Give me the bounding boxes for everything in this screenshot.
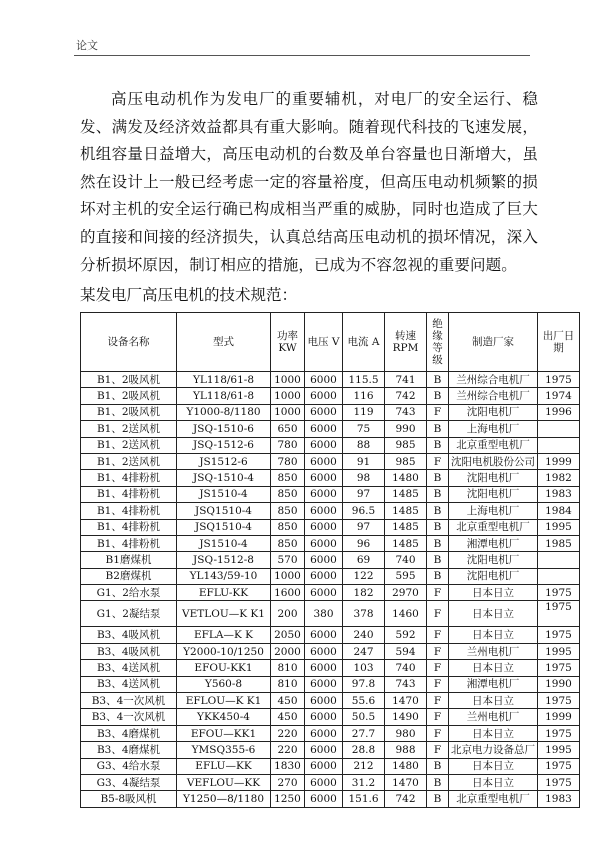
header-cell: 电流 A [343,313,385,372]
table-cell: YL118/61-8 [177,388,271,404]
table-cell: 595 [385,568,427,584]
table-cell: B5-8吸风机 [81,791,177,807]
table-cell: 98 [343,470,385,486]
table-cell: 日本日立 [449,758,538,774]
table-cell: 850 [271,503,305,519]
table-cell: B3、4磨煤机 [81,742,177,758]
table-cell: 97 [343,486,385,502]
table-cell: YL118/61-8 [177,372,271,388]
table-cell: 6000 [305,568,343,584]
table-cell: 日本日立 [449,725,538,741]
table-cell: 740 [385,660,427,676]
table-cell: 741 [385,372,427,388]
table-cell: 220 [271,725,305,741]
table-cell: 6000 [305,535,343,551]
table-cell: B1、4排粉机 [81,470,177,486]
table-cell: Y1250—8/1180 [177,791,271,807]
table-cell: 1995 [538,643,580,659]
table-cell: B [427,791,449,807]
table-cell: 1000 [271,568,305,584]
table-cell: 69 [343,552,385,568]
table-cell [538,568,580,584]
intro-paragraph: 高压电动机作为发电厂的重要辅机，对电厂的安全运行、稳发、满发及经济效益都具有重大影响。随着现代科技的飞速发展，机组容量日益增大，高压电动机的台数及单台容量也日渐增大，虽然在设计上一般已经考虑一定的容量裕度，但高压电动机频繁的损坏对主机的安全运行确已构成相当严重的威胁，同时也造成了巨大的直接和间接的经济损失，认真总结高压电动机的损坏情况，深入分析损坏原因，制订相应的措施，已成为不容忽视的重要问题。 [80,90,538,274]
table-cell: B1、4排粉机 [81,503,177,519]
table-cell: B3、4送风机 [81,676,177,692]
table-cell: F [427,453,449,469]
table-cell: 91 [343,453,385,469]
table-row [81,437,580,453]
table-cell: 北京重型电机厂 [449,437,538,453]
table-cell: 850 [271,519,305,535]
table-cell: 122 [343,568,385,584]
table-cell: 810 [271,660,305,676]
table-cell: 6000 [305,437,343,453]
table-cell: 1984 [538,503,580,519]
table-cell: F [427,404,449,420]
table-cell: G1、2给水泵 [81,585,177,601]
table-row [81,535,580,551]
table-cell: 湘潭电机厂 [449,535,538,551]
header-cell: 出厂日期 [538,313,580,372]
table-cell: 日本日立 [449,660,538,676]
table-cell: YL143/59-10 [177,568,271,584]
table-cell: 1460 [385,601,427,627]
running-header: 论文 [76,39,98,52]
table-cell: 兰州电机厂 [449,709,538,725]
table-cell: 182 [343,585,385,601]
table-cell: 212 [343,758,385,774]
table-cell: 6000 [305,693,343,709]
table-row [81,486,580,502]
table-cell: 6000 [305,791,343,807]
table-cell: 990 [385,421,427,437]
table-row [81,470,580,486]
table-cell: B3、4一次风机 [81,693,177,709]
table-cell: 6000 [305,404,343,420]
table-cell: 沈阳电机厂 [449,470,538,486]
table-cell: 780 [271,437,305,453]
table-cell: 6000 [305,372,343,388]
table-cell: 742 [385,791,427,807]
table-cell: 980 [385,725,427,741]
header-cell: 型式 [177,313,271,372]
table-cell: JSQ1510-4 [177,503,271,519]
table-row [81,725,580,741]
table-cell: B [427,535,449,551]
table-cell: 6000 [305,627,343,643]
table-cell: JSQ-1510-4 [177,470,271,486]
table-cell: 6000 [305,774,343,790]
table-cell: 北京重型电机厂 [449,519,538,535]
table-row [81,791,580,807]
table-cell: 1983 [538,791,580,807]
table-cell: 沈阳电机厂 [449,404,538,420]
header-cell: 转速 RPM [385,313,427,372]
table-cell: B [427,437,449,453]
table-row [81,709,580,725]
table-cell: B3、4吸风机 [81,643,177,659]
table-cell: 570 [271,552,305,568]
table-cell: 2050 [271,627,305,643]
table-cell: 115.5 [343,372,385,388]
table-cell: 沈阳电机股份公司 [449,453,538,469]
table-cell: 742 [385,388,427,404]
table-cell: B1、2吸风机 [81,372,177,388]
table-cell: 北京重型电机厂 [449,791,538,807]
table-row [81,601,580,627]
table-cell: 1975 [538,627,580,643]
table-cell: 北京电力设备总厂 [449,742,538,758]
table-cell: B1、4排粉机 [81,519,177,535]
table-cell: 沈阳电机厂 [449,568,538,584]
table-cell: B [427,486,449,502]
table-cell: 1485 [385,503,427,519]
table-header-row [81,313,580,372]
table-cell [538,437,580,453]
table-cell: G3、4凝结泵 [81,774,177,790]
table-cell: 270 [271,774,305,790]
table-cell: 75 [343,421,385,437]
table-cell: 6000 [305,486,343,502]
table-cell: 650 [271,421,305,437]
table-cell: F [427,627,449,643]
table-cell: 1480 [385,758,427,774]
table-row [81,453,580,469]
table-cell: EFLU-KK [177,585,271,601]
table-row [81,404,580,420]
table-cell: YKK450-4 [177,709,271,725]
table-cell: 6000 [305,585,343,601]
table-cell: 96 [343,535,385,551]
table-cell: 日本日立 [449,774,538,790]
table-cell: JS1510-4 [177,535,271,551]
table-row [81,519,580,535]
header-cell: 电压 V [305,313,343,372]
table-cell: EFLU—KK [177,758,271,774]
table-cell: 6000 [305,725,343,741]
table-cell: YMSQ355-6 [177,742,271,758]
table-cell: 97 [343,519,385,535]
table-row [81,627,580,643]
table-cell: 1600 [271,585,305,601]
table-cell: 1974 [538,388,580,404]
table-row [81,421,580,437]
table-cell: 1999 [538,709,580,725]
table-cell: 28.8 [343,742,385,758]
table-cell: 27.7 [343,725,385,741]
table-cell: 1975 [538,585,580,601]
table-cell: G1、2凝结泵 [81,601,177,627]
table-cell: 1000 [271,372,305,388]
table-cell: EFOU—KK1 [177,725,271,741]
table-cell: 103 [343,660,385,676]
table-cell: 兰州综合电机厂 [449,372,538,388]
table-cell: B2磨煤机 [81,568,177,584]
table-cell: 88 [343,437,385,453]
table-cell: 988 [385,742,427,758]
table-cell: 6000 [305,660,343,676]
header-rule [74,55,530,56]
table-cell: B [427,503,449,519]
table-cell: B1、2送风机 [81,453,177,469]
table-cell: F [427,585,449,601]
table-cell: 850 [271,486,305,502]
table-row [81,660,580,676]
table-cell: B [427,758,449,774]
table-cell: 6000 [305,758,343,774]
table-cell: 985 [385,437,427,453]
table-cell: F [427,742,449,758]
table-cell: 1975 [538,372,580,388]
table-cell: 1470 [385,693,427,709]
table-cell: 6000 [305,503,343,519]
motor-spec-table [80,312,580,808]
header-cell: 设备名称 [81,313,177,372]
table-cell: 200 [271,601,305,627]
table-row [81,503,580,519]
table-cell: F [427,660,449,676]
table-cell: JS1510-4 [177,486,271,502]
table-cell: B [427,552,449,568]
table-cell: 6000 [305,552,343,568]
table-cell: 247 [343,643,385,659]
table-cell: VEFLOU—KK [177,774,271,790]
table-row [81,388,580,404]
table-cell: 594 [385,643,427,659]
table-cell: F [427,643,449,659]
table-cell: EFOU-KK1 [177,660,271,676]
table-row [81,372,580,388]
table-cell: JS1512-6 [177,453,271,469]
table-cell: 1470 [385,774,427,790]
table-cell: 6000 [305,388,343,404]
table-cell: 1480 [385,470,427,486]
table-cell: 1990 [538,676,580,692]
table-cell: 1983 [538,486,580,502]
table-cell: 1975 [538,693,580,709]
table-cell: 50.5 [343,709,385,725]
table-cell: 日本日立 [449,627,538,643]
table-cell: 1830 [271,758,305,774]
table-cell: G3、4给水泵 [81,758,177,774]
table-cell: B1磨煤机 [81,552,177,568]
table-cell: 湘潭电机厂 [449,676,538,692]
table-row [81,552,580,568]
table-cell: 6000 [305,421,343,437]
table-cell: 1982 [538,470,580,486]
table-cell: B3、4送风机 [81,660,177,676]
table-cell: B3、4磨煤机 [81,725,177,741]
table-cell: 1975 [538,725,580,741]
table-cell: 6000 [305,453,343,469]
table-cell: 119 [343,404,385,420]
table-cell: 6000 [305,643,343,659]
table-cell: 2970 [385,585,427,601]
table-cell: 380 [305,601,343,627]
table-cell: 55.6 [343,693,385,709]
table-cell: JSQ-1512-6 [177,437,271,453]
table-cell: 1995 [538,742,580,758]
table-cell: 上海电机厂 [449,421,538,437]
table-caption: 某发电厂高压电机的技术规范： [80,286,298,304]
table-cell: 1000 [271,388,305,404]
table-cell: 兰州综合电机厂 [449,388,538,404]
table-cell: B1、4排粉机 [81,486,177,502]
table-cell: 780 [271,453,305,469]
table-cell: 850 [271,535,305,551]
table-cell: B [427,388,449,404]
table-row [81,568,580,584]
table-cell: 97.8 [343,676,385,692]
table-cell [538,552,580,568]
table-cell: 1985 [538,535,580,551]
table-cell: B [427,470,449,486]
table-cell: Y2000-10/1250 [177,643,271,659]
table-cell: 沈阳电机厂 [449,486,538,502]
table-cell: 1975 [538,601,580,627]
table-row [81,585,580,601]
table-cell: 6000 [305,742,343,758]
table-cell: 1000 [271,404,305,420]
table-cell: F [427,725,449,741]
table-row [81,774,580,790]
table-cell: VETLOU—K K1 [177,601,271,627]
table-cell: 上海电机厂 [449,503,538,519]
table-cell: B1、2送风机 [81,421,177,437]
table-cell: B3、4一次风机 [81,709,177,725]
table-cell: 6000 [305,519,343,535]
table-cell: 743 [385,676,427,692]
table-cell: F [427,676,449,692]
table-cell: 151.6 [343,791,385,807]
header-cell: 功率 KW [271,313,305,372]
table-cell: 6000 [305,676,343,692]
table-cell: 1995 [538,519,580,535]
table-cell: 1975 [538,660,580,676]
table-cell: B1、2吸风机 [81,404,177,420]
table-cell: 592 [385,627,427,643]
table-row [81,693,580,709]
table-cell: 850 [271,470,305,486]
table-cell: 1996 [538,404,580,420]
table-cell: 810 [271,676,305,692]
table-cell: 日本日立 [449,585,538,601]
table-cell: B1、2送风机 [81,437,177,453]
table-cell: JSQ-1510-6 [177,421,271,437]
header-cell: 绝缘等级 [427,313,449,372]
table-cell: B [427,774,449,790]
table-cell: Y1000-8/1180 [177,404,271,420]
table-cell: 740 [385,552,427,568]
table-cell: 1485 [385,535,427,551]
table-cell: 沈阳电机厂 [449,552,538,568]
table-cell: 985 [385,453,427,469]
table-cell: B1、2吸风机 [81,388,177,404]
header-cell: 制造厂家 [449,313,538,372]
table-cell: B3、4吸风机 [81,627,177,643]
table-cell: 378 [343,601,385,627]
table-cell: 220 [271,742,305,758]
table-cell: EFLOU—K K1 [177,693,271,709]
table-cell: Y560-8 [177,676,271,692]
table-cell: 743 [385,404,427,420]
table-row [81,758,580,774]
table-cell: 日本日立 [449,693,538,709]
table-cell: 31.2 [343,774,385,790]
table-cell: 96.5 [343,503,385,519]
table-cell: F [427,693,449,709]
table-cell: 450 [271,709,305,725]
table-cell: 1250 [271,791,305,807]
table-cell: B [427,421,449,437]
table-cell: B [427,372,449,388]
table-cell: 1490 [385,709,427,725]
table-cell: B [427,519,449,535]
table-cell: EFLA—K K [177,627,271,643]
table-cell: 2000 [271,643,305,659]
table-cell: F [427,601,449,627]
table-cell: 1975 [538,774,580,790]
table-cell: 日本日立 [449,601,538,627]
table-cell: 1485 [385,519,427,535]
table-cell: F [427,709,449,725]
table-cell: JSQ-1512-8 [177,552,271,568]
table-cell: B1、4排粉机 [81,535,177,551]
table-cell: B [427,568,449,584]
table-cell: 兰州电机厂 [449,643,538,659]
table-cell: 450 [271,693,305,709]
table-cell: 1485 [385,486,427,502]
table-cell: JSQ1510-4 [177,519,271,535]
table-row [81,676,580,692]
table-cell [538,421,580,437]
table-cell: 1975 [538,758,580,774]
table-cell: 1999 [538,453,580,469]
table-cell: 240 [343,627,385,643]
table-cell: 6000 [305,470,343,486]
table-row [81,643,580,659]
table-cell: 116 [343,388,385,404]
table-cell: 6000 [305,709,343,725]
table-row [81,742,580,758]
